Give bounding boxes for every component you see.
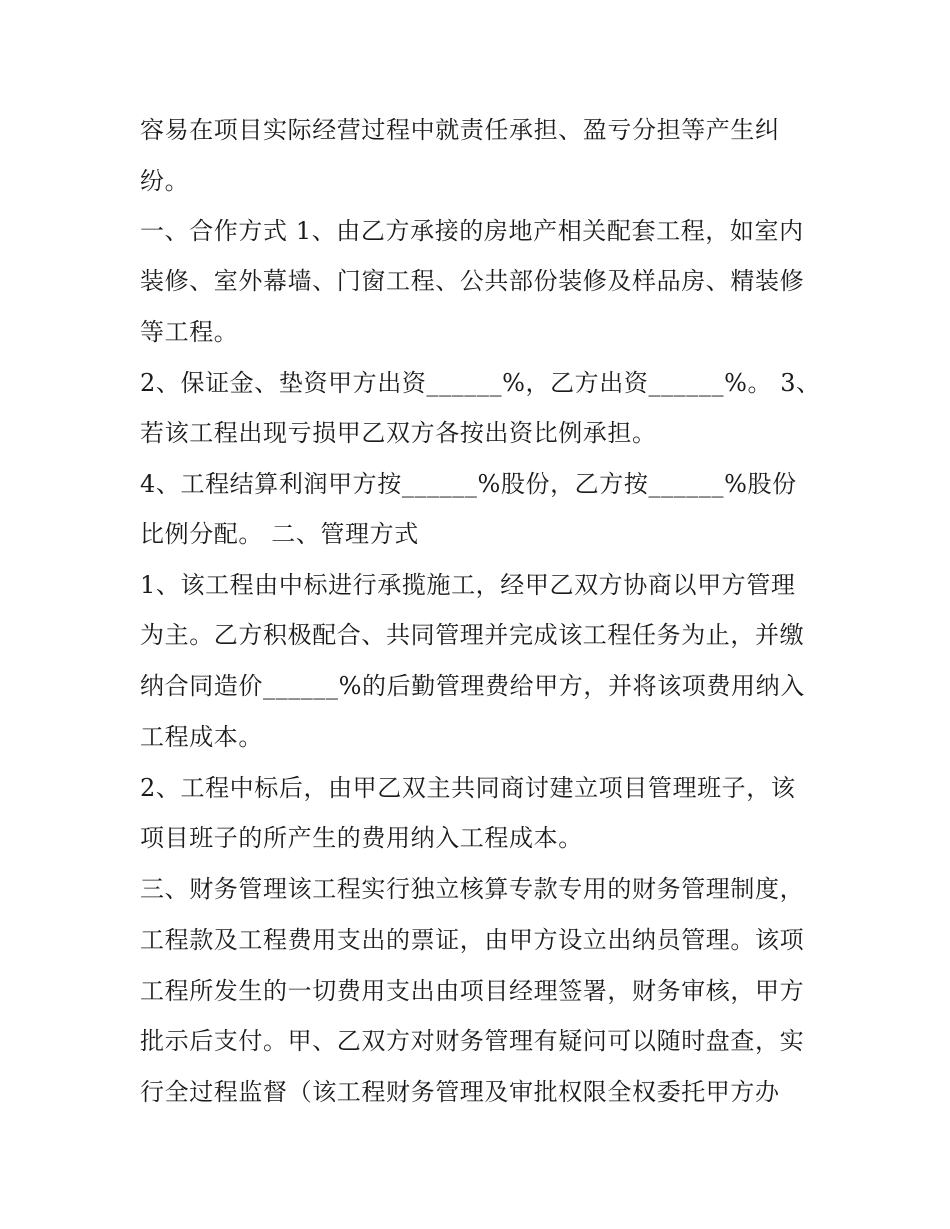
text-line: 一、合作方式 1、由乙方承接的房地产相关配套工程，如室内 <box>140 217 804 245</box>
text-line: 4、工程结算利润甲方按______%股份，乙方按______%股份 <box>140 470 797 498</box>
text-line: 纳合同造价______%的后勤管理费给甲方，并将该项费用纳入 <box>140 672 805 700</box>
text-line: 2、工程中标后，由甲乙双主共同商讨建立项目管理班子，该 <box>140 774 796 802</box>
text-line: 1、该工程由中标进行承揽施工，经甲乙双方协商以甲方管理 <box>140 571 796 599</box>
text-line: 行全过程监督（该工程财务管理及审批权限全权委托甲方办 <box>140 1078 780 1106</box>
text-line: 工程款及工程费用支出的票证，由甲方设立出纳员管理。该项 <box>140 926 805 954</box>
text-line: 工程成本。 <box>140 723 263 751</box>
text-line: 比例分配。 二、管理方式 <box>140 520 419 548</box>
text-line: 批示后支付。甲、乙双方对财务管理有疑问可以随时盘查，实 <box>140 1027 805 1055</box>
text-line: 容易在项目实际经营过程中就责任承担、盈亏分担等产生纠 <box>140 116 780 144</box>
text-line: 若该工程出现亏损甲乙双方各按出资比例承担。 <box>140 419 657 447</box>
text-line: 2、保证金、垫资甲方出资______%，乙方出资______%。 3、 <box>140 369 821 397</box>
text-line: 工程所发生的一切费用支出由项目经理签署，财务审核，甲方 <box>140 977 805 1005</box>
text-line: 三、财务管理该工程实行独立核算专款专用的财务管理制度， <box>140 875 805 903</box>
text-line: 装修、室外幕墙、门窗工程、公共部份装修及样品房、精装修 <box>140 267 805 295</box>
text-line: 等工程。 <box>140 318 239 346</box>
text-line: 项目班子的所产生的费用纳入工程成本。 <box>140 824 583 852</box>
text-line: 纷。 <box>140 167 190 195</box>
text-line: 为主。乙方积极配合、共同管理并完成该工程任务为止，并缴 <box>140 621 805 649</box>
